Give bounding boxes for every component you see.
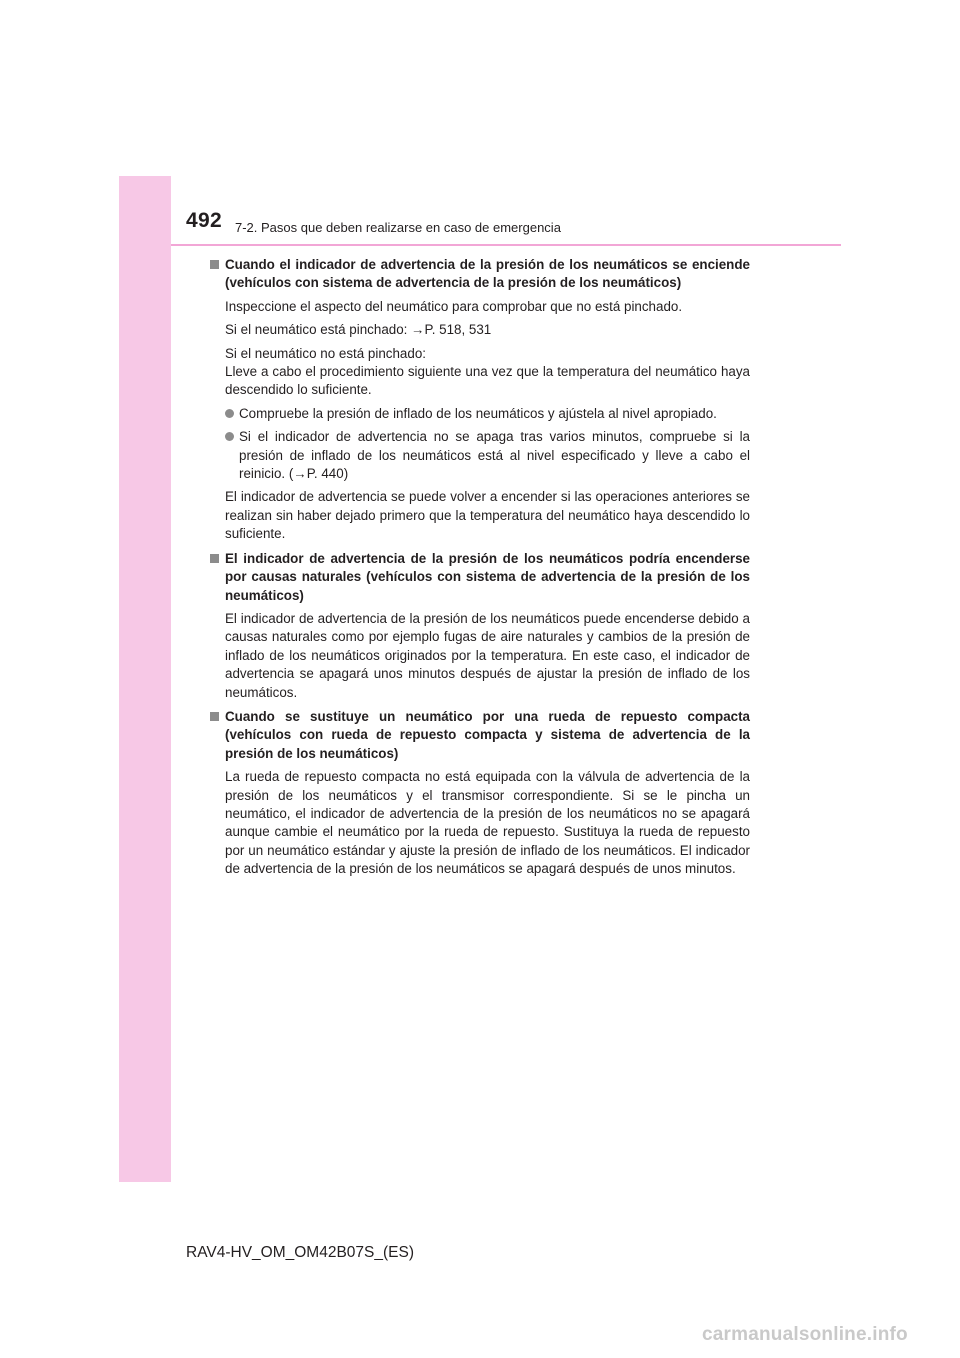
section-compact-spare [210, 708, 750, 879]
paragraph-cross-reference: Si el neumático está pinchado: →P. 518, 531 [225, 322, 492, 338]
circle-bullet-icon [225, 432, 234, 441]
list-item-text: Si el indicador de advertencia no se apaga tras varios minutos, compruebe si la presión de inflado de los neumáticos está al nivel especificado y lleve a cabo el reinicio. (→P. 440) [239, 429, 750, 482]
sidebar-tab [119, 176, 171, 1182]
section-natural-causes [210, 550, 750, 702]
paragraph-line: Lleve a cabo el procedimiento siguiente una vez que la temperatura del neumático haya descendido lo suficiente. [225, 364, 750, 398]
section-heading-text: El indicador de advertencia de la presión de los neumáticos podría encenderse por causas naturales (vehículos con sistema de advertencia de la presión de los neumáticos) [225, 550, 750, 603]
circle-bullet-icon [225, 409, 234, 418]
header-rule [171, 244, 841, 246]
paragraph [210, 345, 750, 400]
section-heading-text: Cuando el indicador de advertencia de la presión de los neumáticos se enciende (vehículos con sistema de advertencia de la presión de los neumáticos) [225, 257, 750, 291]
paragraph: Inspeccione el aspecto del neumático para comprobar que no está pinchado. [225, 298, 683, 314]
list-item [210, 428, 750, 483]
watermark: carmanualsonline.info [702, 1324, 908, 1345]
page-number: 492 [186, 209, 222, 232]
section-heading [210, 708, 750, 763]
page-content [210, 256, 750, 885]
paragraph-line: Si el neumático no está pinchado: [225, 345, 426, 361]
list-item [210, 405, 750, 423]
list-item-text: Compruebe la presión de inflado de los neumáticos y ajústela al nivel apropiado. [239, 405, 717, 421]
square-icon [210, 554, 219, 563]
chapter-title: 7-2. Pasos que deben realizarse en caso de emergencia [235, 220, 561, 235]
section-heading [210, 256, 750, 293]
section-heading-text: Cuando se sustituye un neumático por una rueda de repuesto compacta (vehículos con rueda de repuesto compacta y sistema de advertencia de la presión de los neumáticos) [225, 708, 750, 761]
section-tpws-on [210, 256, 750, 544]
paragraph: La rueda de repuesto compacta no está equipada con la válvula de advertencia de la presión de los neumáticos y el transmisor correspondiente. Si se le pincha un neumático, el indicador de advertencia de la presión de los neumáticos no se apagará aunque cambie el neumático por la rueda de repuesto. Sustituya la rueda de repuesto por un neumático estándar y ajuste la presión de inflado de los neumáticos. El indicador de advertencia de la presión de los neumáticos se apagará después de unos minutos. [225, 769, 750, 877]
manual-code: RAV4-HV_OM_OM42B07S_(ES) [186, 1244, 414, 1261]
paragraph: El indicador de advertencia de la presión de los neumáticos puede encenderse debido a causas naturales como por ejemplo fugas de aire naturales y cambios de la presión de inflado de los neumáticos originados por la temperatura. En este caso, el indicador de advertencia se apagará unos minutos después de ajustar la presión de inflado de los neumáticos. [225, 610, 750, 700]
paragraph: El indicador de advertencia se puede volver a encender si las operaciones anteriores se realizan sin haber dejado primero que la temperatura del neumático haya descendido lo suficiente. [225, 489, 750, 542]
square-icon [210, 260, 219, 269]
section-heading [210, 550, 750, 605]
square-icon [210, 712, 219, 721]
